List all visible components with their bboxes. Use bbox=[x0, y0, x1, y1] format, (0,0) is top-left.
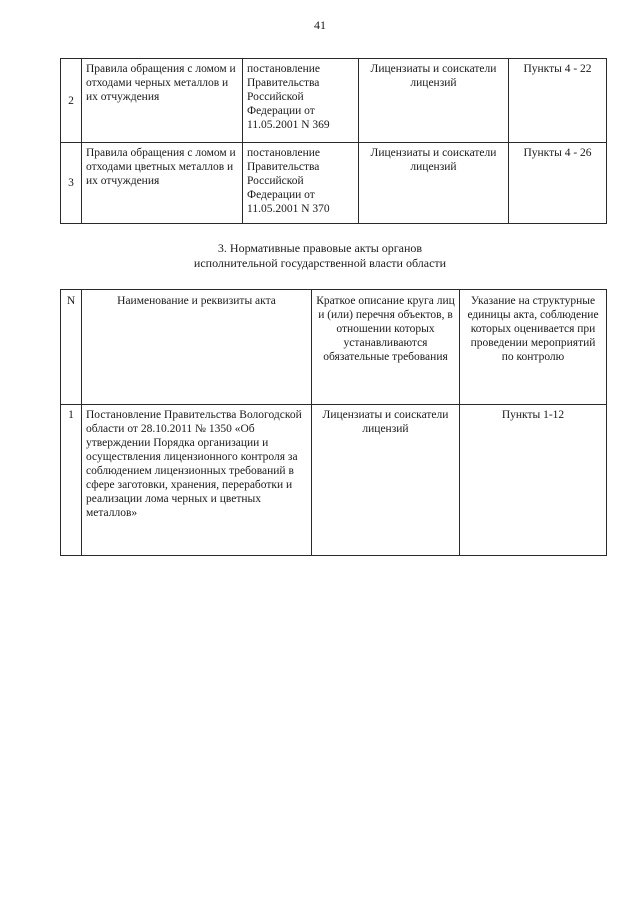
federal-acts-table bbox=[60, 58, 607, 224]
header-points: Указание на структурные единицы акта, соблюдение которых оценивается при проведении мероприятий по контролю bbox=[460, 290, 607, 405]
section-heading bbox=[0, 241, 640, 271]
row-number: 3 bbox=[61, 143, 82, 224]
table-row bbox=[61, 59, 607, 143]
section-heading-line-2: исполнительной государственной власти области bbox=[193, 256, 447, 270]
structural-units: Пункты 4 - 26 bbox=[509, 143, 607, 224]
row-number: 1 bbox=[61, 405, 82, 556]
persons-description: Лицензиаты и соискатели лицензий bbox=[312, 405, 460, 556]
rule-name: Правила обращения с ломом и отходами черных металлов и их отчуждения bbox=[82, 59, 243, 143]
persons-description: Лицензиаты и соискатели лицензий bbox=[359, 143, 509, 224]
structural-units: Пункты 1-12 bbox=[460, 405, 607, 556]
header-num: N bbox=[61, 290, 82, 405]
act-requisites: постановление Правительства Российской Федерации от 11.05.2001 N 370 bbox=[243, 143, 359, 224]
page-number: 41 bbox=[314, 18, 326, 32]
table-row bbox=[61, 143, 607, 224]
header-persons: Краткое описание круга лиц и (или) перечня объектов, в отношении которых устанавливаются обязательные требования bbox=[312, 290, 460, 405]
table-header-row bbox=[61, 290, 607, 405]
rule-name: Правила обращения с ломом и отходами цветных металлов и их отчуждения bbox=[82, 143, 243, 224]
regional-acts-table bbox=[60, 289, 607, 556]
table-row bbox=[61, 405, 607, 556]
header-name: Наименование и реквизиты акта bbox=[82, 290, 312, 405]
structural-units: Пункты 4 - 22 bbox=[509, 59, 607, 143]
persons-description: Лицензиаты и соискатели лицензий bbox=[359, 59, 509, 143]
act-name: Постановление Правительства Вологодской области от 28.10.2011 № 1350 «Об утверждении Порядка организации и осуществления лицензионного контроля за соблюдением лицензионных требований в сфере заготовки, хранения, переработки и реализации лома черных и цветных металлов» bbox=[82, 405, 312, 556]
row-number: 2 bbox=[61, 59, 82, 143]
section-heading-line-1: 3. Нормативные правовые акты органов bbox=[217, 241, 423, 255]
act-requisites: постановление Правительства Российской Федерации от 11.05.2001 N 369 bbox=[243, 59, 359, 143]
